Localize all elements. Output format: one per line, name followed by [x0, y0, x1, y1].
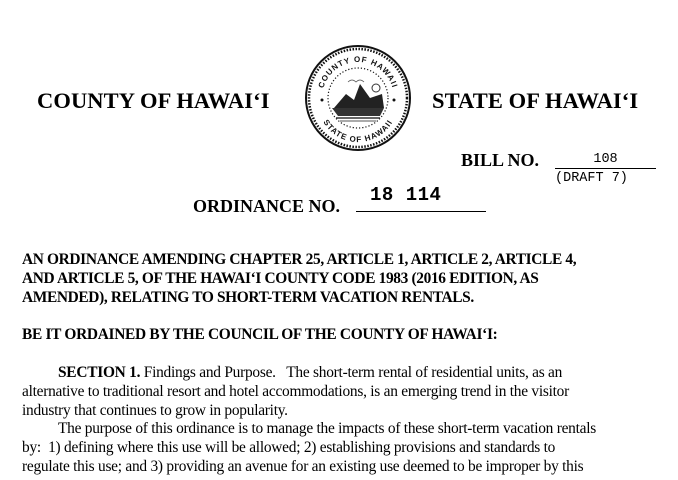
ordinance-title-line: AMENDED), RELATING TO SHORT-TERM VACATION RENTALS.	[22, 289, 474, 306]
section-1-line: alternative to traditional resort and hotel accommodations, is an emerging trend in the visitor	[22, 383, 569, 400]
county-of-hawaii-seal-icon	[304, 44, 412, 152]
section-1-line: The purpose of this ordinance is to manage the impacts of these short-term vacation rentals	[58, 420, 596, 437]
section-1-line	[58, 364, 562, 382]
enacting-clause: BE IT ORDAINED BY THE COUNCIL OF THE COUNTY OF HAWAI‘I:	[22, 326, 498, 343]
ordinance-number-underline	[356, 211, 486, 212]
ordinance-title-line: AN ORDINANCE AMENDING CHAPTER 25, ARTICLE 1, ARTICLE 2, ARTICLE 4,	[22, 251, 577, 268]
section-1-text: Findings and Purpose. The short-term rental of residential units, as an	[140, 364, 563, 381]
section-1-line: by: 1) defining where this use will be allowed; 2) establishing provisions and standards to	[22, 439, 556, 456]
seal-text-bottom: STATE OF HAWAII	[321, 117, 395, 145]
section-1-line: industry that continues to grow in popularity.	[22, 402, 288, 419]
section-1-line: regulate this use; and 3) providing an avenue for an existing use deemed to be improper by this	[22, 458, 584, 475]
section-1-heading: SECTION 1.	[58, 364, 141, 381]
seal-text-top: COUNTY OF HAWAII	[316, 54, 400, 90]
bill-draft-label: (DRAFT 7)	[555, 171, 628, 186]
state-heading: STATE OF HAWAI‘I	[432, 88, 639, 113]
county-heading: COUNTY OF HAWAI‘I	[37, 88, 270, 113]
ordinance-number-label: ORDINANCE NO.	[193, 196, 341, 216]
bill-number-value: 108	[555, 151, 656, 169]
bill-number-label: BILL NO.	[461, 150, 540, 170]
ordinance-number-value: 18 114	[370, 184, 442, 206]
ordinance-title-line: AND ARTICLE 5, OF THE HAWAI‘I COUNTY CODE 1983 (2016 EDITION, AS	[22, 270, 539, 287]
